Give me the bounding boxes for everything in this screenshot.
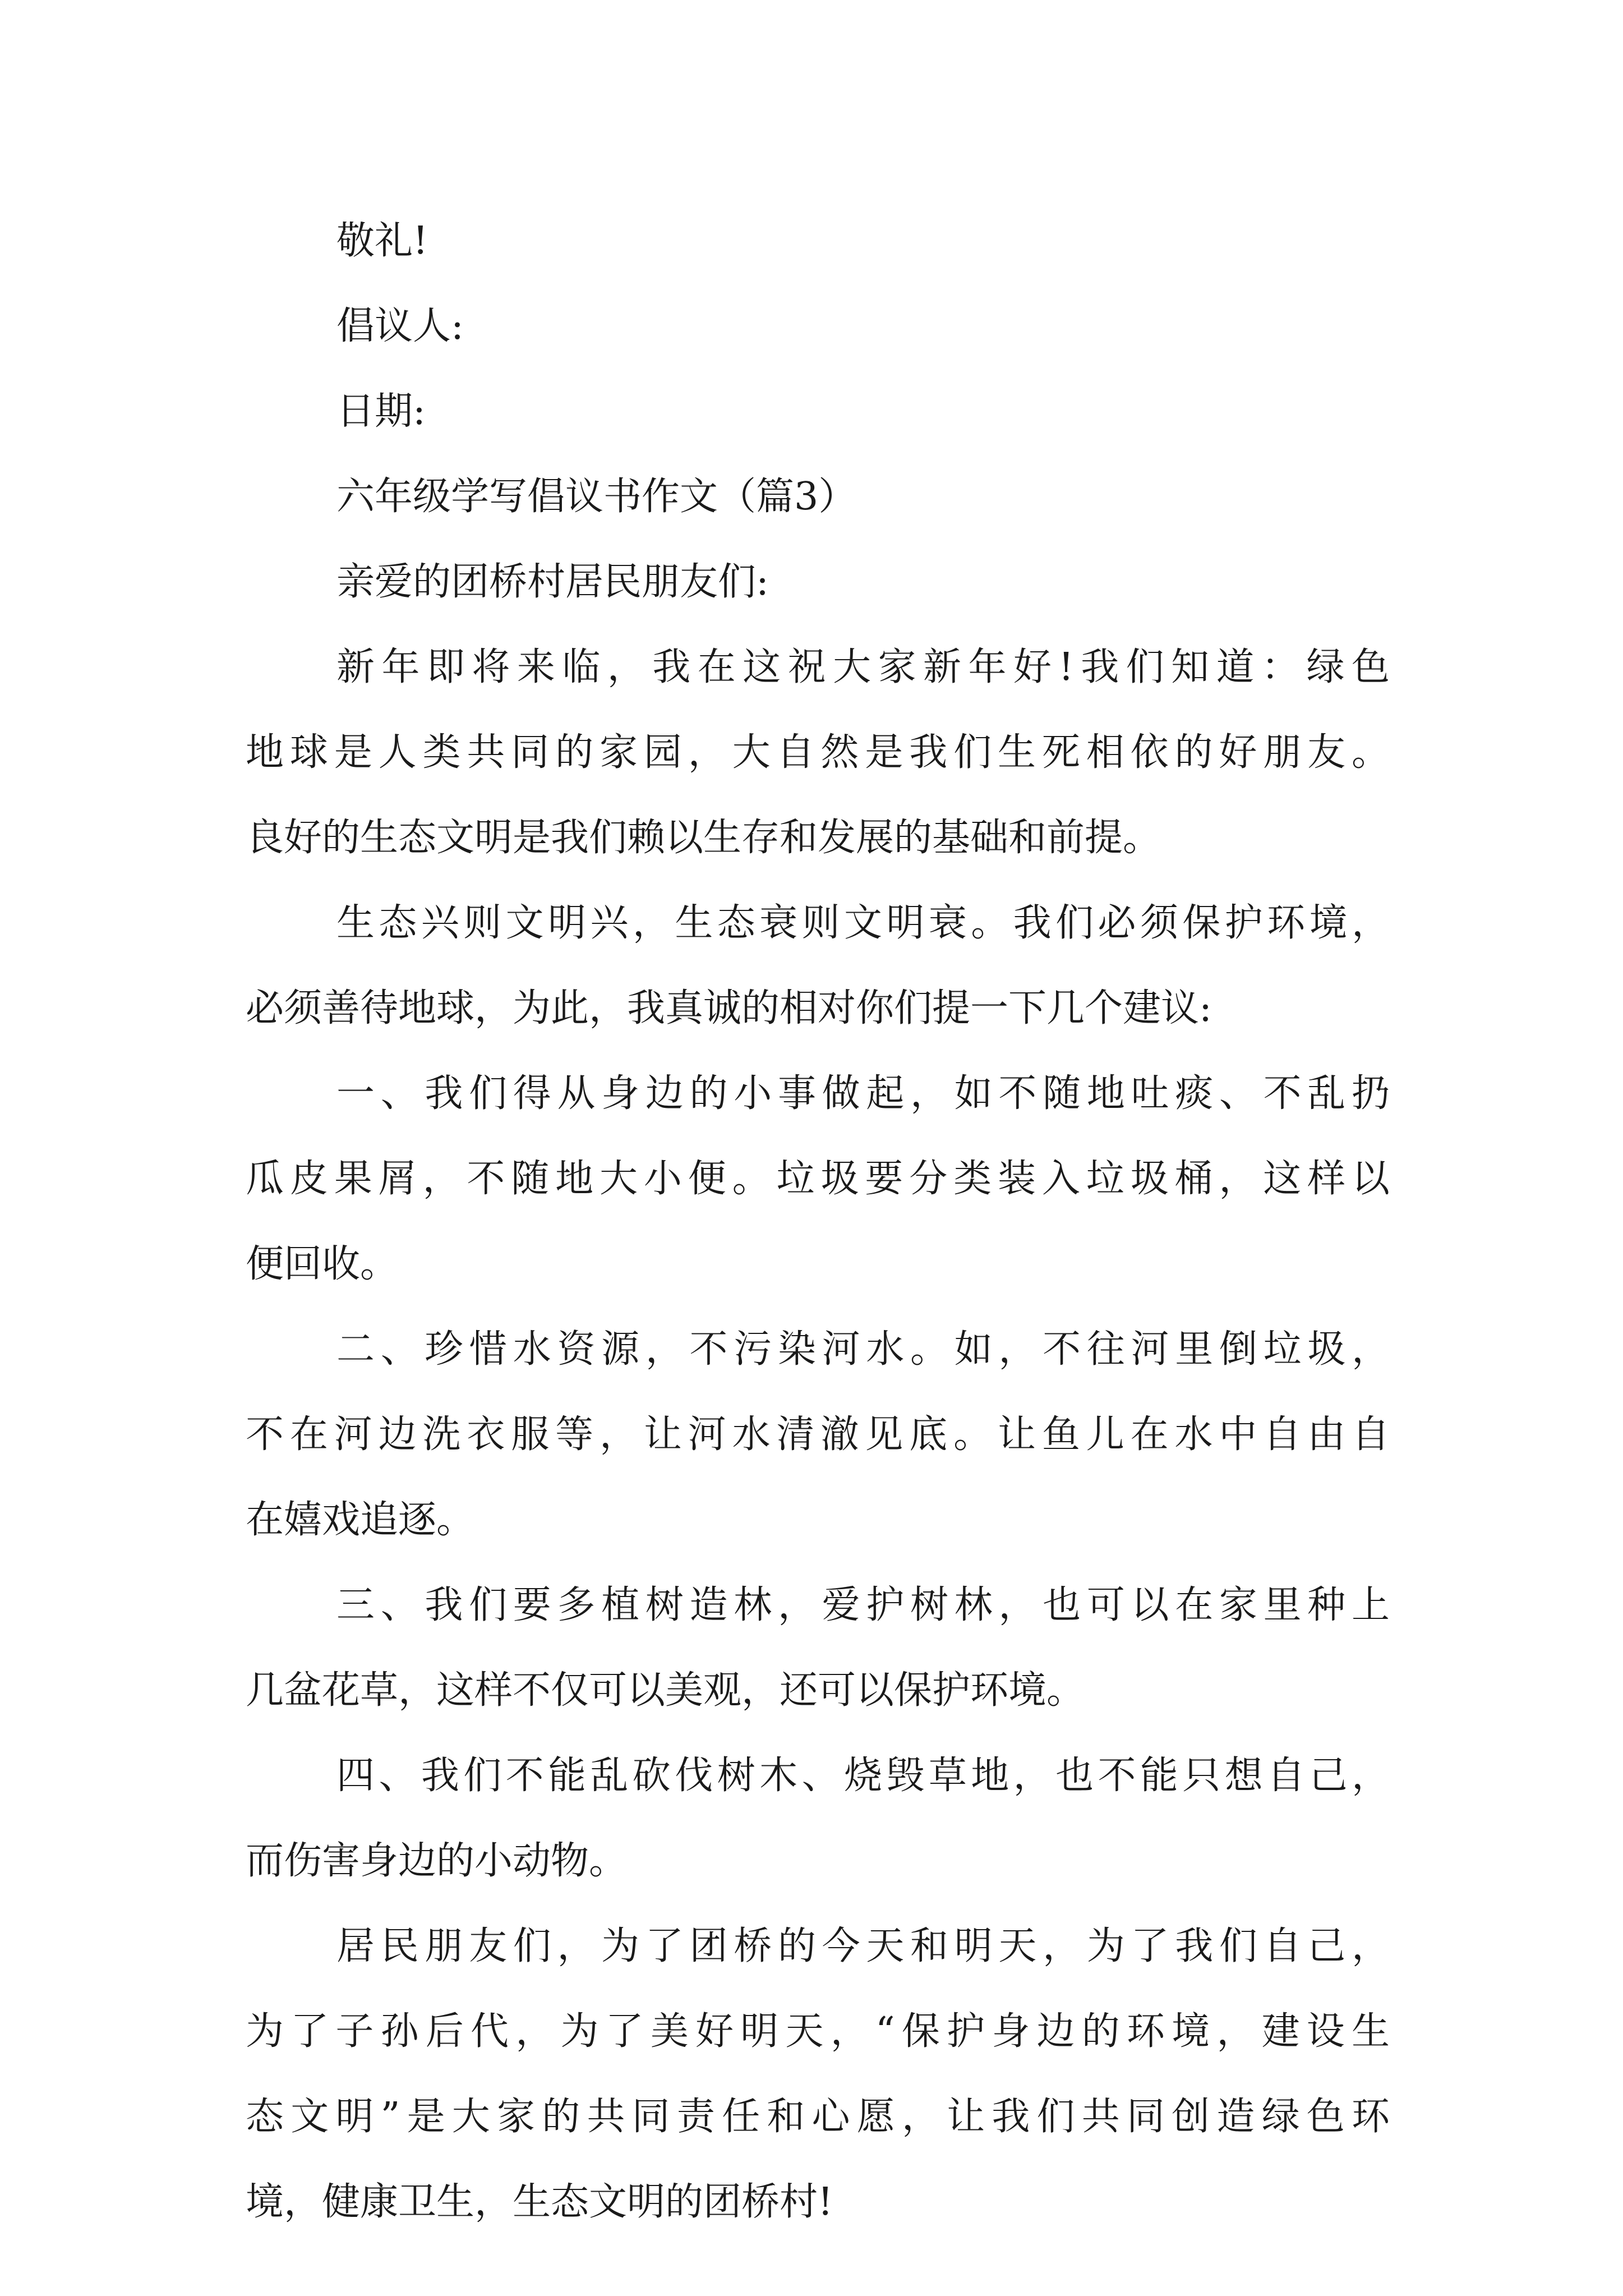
- paragraph-line: 几盆花草，这样不仅可以美观，还可以保护环境。: [246, 1668, 1085, 1713]
- paragraph-line: 在嬉戏追逐。: [246, 1498, 475, 1542]
- paragraph-line: 四、我们不能乱砍伐树木、烧毁草地，也不能只想自己，: [336, 1754, 1390, 1798]
- paragraph-line: 为了子孙后代，为了美好明天，“保护身边的环境，建设生: [246, 2009, 1390, 2054]
- paragraph-line: 新年即将来临，我在这祝大家新年好!我们知道：绿色: [336, 645, 1390, 689]
- paragraph-line: 态文明”是大家的共同责任和心愿，让我们共同创造绿色环: [246, 2095, 1390, 2139]
- paragraph-line: 良好的生态文明是我们赖以生存和发展的基础和前提。: [246, 816, 1161, 860]
- greeting: 亲爱的团桥村居民朋友们:: [336, 560, 769, 604]
- paragraph-line: 必须善待地球，为此，我真诚的相对你们提一下几个建议:: [246, 986, 1212, 1030]
- paragraph-line: 一、我们得从身边的小事做起，如不随地吐痰、不乱扔: [336, 1071, 1390, 1116]
- closing-salute: 敬礼!: [336, 219, 428, 263]
- paragraph-line: 生态兴则文明兴，生态衰则文明衰。我们必须保护环境，: [336, 901, 1390, 945]
- paragraph-line: 地球是人类共同的家园，大自然是我们生死相依的好朋友。: [246, 730, 1390, 775]
- paragraph-line: 不在河边洗衣服等，让河水清澈见底。让鱼儿在水中自由自: [246, 1412, 1390, 1457]
- paragraph-line: 而伤害身边的小动物。: [246, 1839, 628, 1883]
- section-title: 六年级学写倡议书作文（篇3）: [336, 475, 857, 519]
- paragraph-line: 瓜皮果屑，不随地大小便。垃圾要分类装入垃圾桶，这样以: [246, 1157, 1390, 1201]
- date-label: 日期:: [336, 389, 426, 434]
- proposer-label: 倡议人:: [336, 304, 464, 348]
- paragraph-line: 便回收。: [246, 1242, 399, 1286]
- paragraph-line: 居民朋友们，为了团桥的今天和明天，为了我们自己，: [336, 1924, 1390, 1968]
- paragraph-line: 境，健康卫生，生态文明的团桥村!: [246, 2180, 833, 2224]
- paragraph-line: 二、珍惜水资源，不污染河水。如，不往河里倒垃圾，: [336, 1327, 1390, 1372]
- paragraph-line: 三、我们要多植树造林，爱护树林，也可以在家里种上: [336, 1583, 1390, 1627]
